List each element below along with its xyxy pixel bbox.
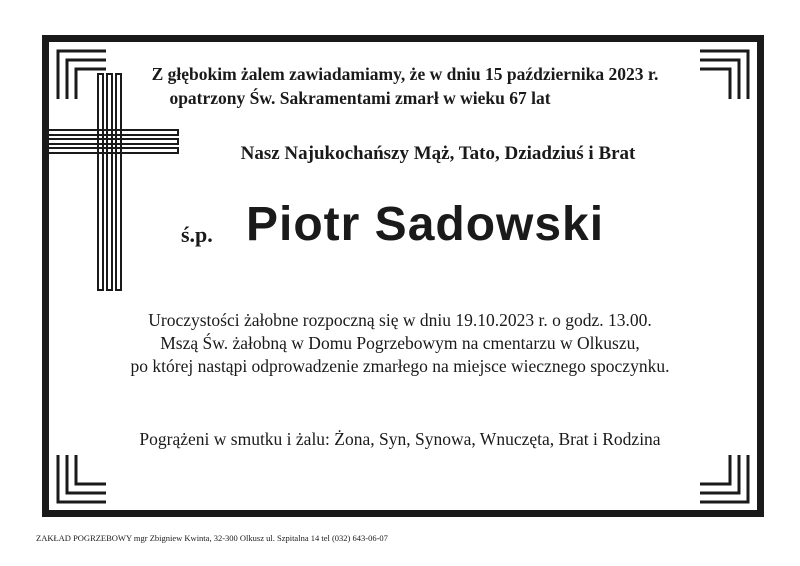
family-relation: Nasz Najukochańszy Mąż, Tato, Dziadziuś i Brat [240, 143, 636, 164]
funeral-home-footer: ZAKŁAD POGRZEBOWY mgr Zbigniew Kwinta, 32-300 Olkusz ul. Szpitalna 14 tel (032) 643-06-07 [36, 533, 388, 543]
name-prefix: ś.p. [181, 222, 213, 247]
mourners-line: Pogrążeni w smutku i żalu: Żona, Syn, Synowa, Wnuczęta, Brat i Rodzina [139, 429, 661, 449]
ceremony-line-3: po której nastąpi odprowadzenie zmarłego na miejsce wiecznego spoczynku. [130, 356, 670, 376]
ceremony-line-2: Mszą Św. żałobną w Domu Pogrzebowym na cmentarzu w Olkuszu, [160, 333, 640, 353]
deceased-name: Piotr Sadowski [246, 198, 605, 251]
ceremony-line-1: Uroczystości żałobne rozpoczną się w dniu 19.10.2023 r. o godz. 13.00. [148, 310, 652, 330]
intro-line-1: Z głębokim żalem zawiadamiamy, że w dniu 15 października 2023 r. [151, 64, 659, 84]
intro-line-2: opatrzony Św. Sakramentami zmarł w wieku 67 lat [169, 88, 551, 108]
